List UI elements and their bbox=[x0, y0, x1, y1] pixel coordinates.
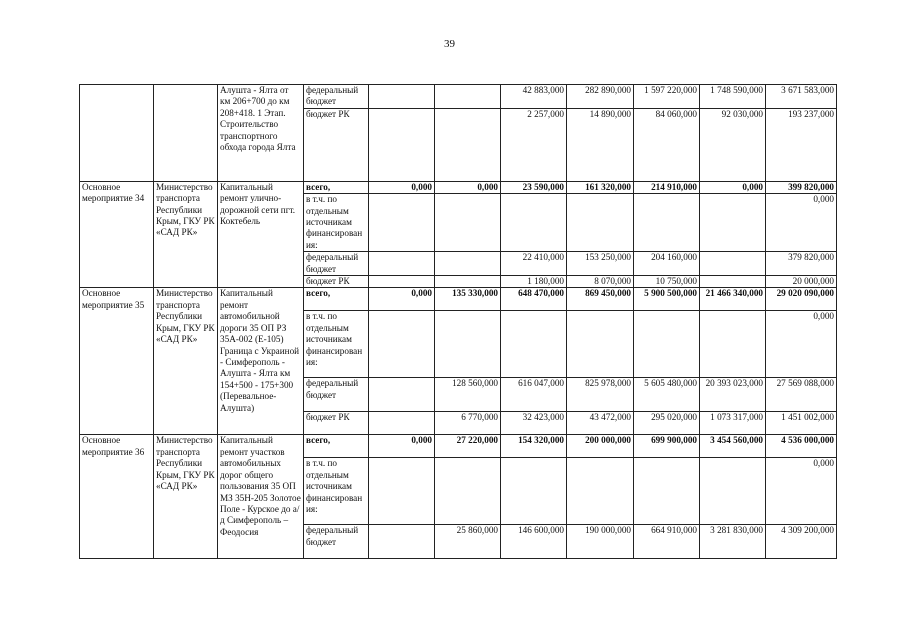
value-cell: 20 393 023,000 bbox=[700, 378, 766, 412]
value-cell: 43 472,000 bbox=[567, 412, 634, 435]
value-cell: 146 600,000 bbox=[501, 525, 567, 559]
value-cell: 0,000 bbox=[766, 458, 837, 525]
executor-name: Министерство транспорта Республики Крым, ГКУ РК «САД РК» bbox=[154, 435, 218, 559]
value-cell: 214 910,000 bbox=[634, 181, 700, 193]
value-cell: 4 536 000,000 bbox=[766, 435, 837, 458]
value-cell: 295 020,000 bbox=[634, 412, 700, 435]
value-cell: 4 309 200,000 bbox=[766, 525, 837, 559]
value-cell: 22 410,000 bbox=[501, 252, 567, 276]
value-cell: 1 748 590,000 bbox=[700, 85, 766, 109]
value-cell: 204 160,000 bbox=[634, 252, 700, 276]
value-cell: 92 030,000 bbox=[700, 108, 766, 181]
value-cell: 128 560,000 bbox=[435, 378, 501, 412]
value-cell: 84 060,000 bbox=[634, 108, 700, 181]
value-cell: 379 820,000 bbox=[766, 252, 837, 276]
value-cell: 699 900,000 bbox=[634, 435, 700, 458]
value-cell: 5 900 500,000 bbox=[634, 288, 700, 311]
value-cell: 5 605 480,000 bbox=[634, 378, 700, 412]
table-row bbox=[80, 288, 837, 311]
measure-cell bbox=[80, 85, 154, 182]
value-cell: 6 770,000 bbox=[435, 412, 501, 435]
measure-name: Основное мероприятие 35 bbox=[80, 288, 154, 435]
value-cell: 23 590,000 bbox=[501, 181, 567, 193]
value-cell: 25 860,000 bbox=[435, 525, 501, 559]
value-cell: 0,000 bbox=[700, 181, 766, 193]
value-cell: 648 470,000 bbox=[501, 288, 567, 311]
value-cell: 869 450,000 bbox=[567, 288, 634, 311]
value-cell: 3 671 583,000 bbox=[766, 85, 837, 109]
executor-cell bbox=[154, 85, 218, 182]
value-cell: 0,000 bbox=[766, 311, 837, 378]
value-cell: 8 070,000 bbox=[567, 276, 634, 288]
value-cell: 1 451 002,000 bbox=[766, 412, 837, 435]
financing-table bbox=[79, 84, 837, 559]
measure-name: Основное мероприятие 34 bbox=[80, 181, 154, 288]
value-cell: 0,000 bbox=[369, 288, 435, 311]
value-cell: 3 281 830,000 bbox=[700, 525, 766, 559]
value-cell: 20 000,000 bbox=[766, 276, 837, 288]
source-label: федеральный бюджет bbox=[304, 378, 369, 412]
source-label: в т.ч. по отдельным источникам финансирования: bbox=[304, 311, 369, 378]
source-label: федеральный бюджет bbox=[304, 85, 369, 109]
value-cell: 2 257,000 bbox=[501, 108, 567, 181]
executor-name: Министерство транспорта Республики Крым, ГКУ РК «САД РК» bbox=[154, 288, 218, 435]
value-cell: 32 423,000 bbox=[501, 412, 567, 435]
value-cell: 154 320,000 bbox=[501, 435, 567, 458]
value-cell: 664 910,000 bbox=[634, 525, 700, 559]
value-cell: 27 220,000 bbox=[435, 435, 501, 458]
value-cell: 0,000 bbox=[369, 435, 435, 458]
source-label: федеральный бюджет bbox=[304, 252, 369, 276]
table-row bbox=[80, 435, 837, 458]
value-cell: 42 883,000 bbox=[501, 85, 567, 109]
value-cell: 3 454 560,000 bbox=[700, 435, 766, 458]
table-row bbox=[80, 85, 837, 109]
source-label: всего, bbox=[304, 288, 369, 311]
executor-name: Министерство транспорта Республики Крым, ГКУ РК «САД РК» bbox=[154, 181, 218, 288]
page-number: 39 bbox=[444, 38, 455, 50]
value-cell: 193 237,000 bbox=[766, 108, 837, 181]
source-label: всего, bbox=[304, 435, 369, 458]
value-cell: 29 020 090,000 bbox=[766, 288, 837, 311]
value-cell: 10 750,000 bbox=[634, 276, 700, 288]
value-cell: 399 820,000 bbox=[766, 181, 837, 193]
source-label: федеральный бюджет bbox=[304, 525, 369, 559]
object-name: Капитальный ремонт улично-дорожной сети пгт. Коктебель bbox=[218, 181, 304, 288]
value-cell: 616 047,000 bbox=[501, 378, 567, 412]
value-cell: 161 320,000 bbox=[567, 181, 634, 193]
value-cell: 0,000 bbox=[435, 181, 501, 193]
value-cell: 0,000 bbox=[766, 194, 837, 252]
value-cell: 21 466 340,000 bbox=[700, 288, 766, 311]
value-cell: 135 330,000 bbox=[435, 288, 501, 311]
value-cell: 0,000 bbox=[369, 181, 435, 193]
measure-name: Основное мероприятие 36 bbox=[80, 435, 154, 559]
value-cell: 190 000,000 bbox=[567, 525, 634, 559]
source-label: бюджет РК bbox=[304, 412, 369, 435]
source-label: всего, bbox=[304, 181, 369, 193]
value-cell: 200 000,000 bbox=[567, 435, 634, 458]
source-label: бюджет РК bbox=[304, 108, 369, 181]
object-cell: Алушта - Ялта от км 206+700 до км 208+418. 1 Этап. Строительство транспортного обхода города Ялта bbox=[218, 85, 304, 182]
value-cell: 27 569 088,000 bbox=[766, 378, 837, 412]
value-cell: 1 180,000 bbox=[501, 276, 567, 288]
source-label: бюджет РК bbox=[304, 276, 369, 288]
value-cell: 153 250,000 bbox=[567, 252, 634, 276]
source-label: в т.ч. по отдельным источникам финансирования: bbox=[304, 458, 369, 525]
value-cell: 825 978,000 bbox=[567, 378, 634, 412]
value-cell: 14 890,000 bbox=[567, 108, 634, 181]
value-cell: 282 890,000 bbox=[567, 85, 634, 109]
table-row bbox=[80, 181, 837, 193]
source-label: в т.ч. по отдельным источникам финансирования: bbox=[304, 194, 369, 252]
value-cell: 1 073 317,000 bbox=[700, 412, 766, 435]
value-cell: 1 597 220,000 bbox=[634, 85, 700, 109]
object-name: Капитальный ремонт участков автомобильных дорог общего пользования 35 ОП МЗ 35Н-205 Золотое Поле - Курское до а/д Симферополь – Феодосия bbox=[218, 435, 304, 559]
object-name: Капитальный ремонт автомобильной дороги 35 ОП РЗ 35А-002 (Е-105) Граница с Украиной - Симферополь - Алушта - Ялта км 154+500 - 175+300 (Перевальное-Алушта) bbox=[218, 288, 304, 435]
